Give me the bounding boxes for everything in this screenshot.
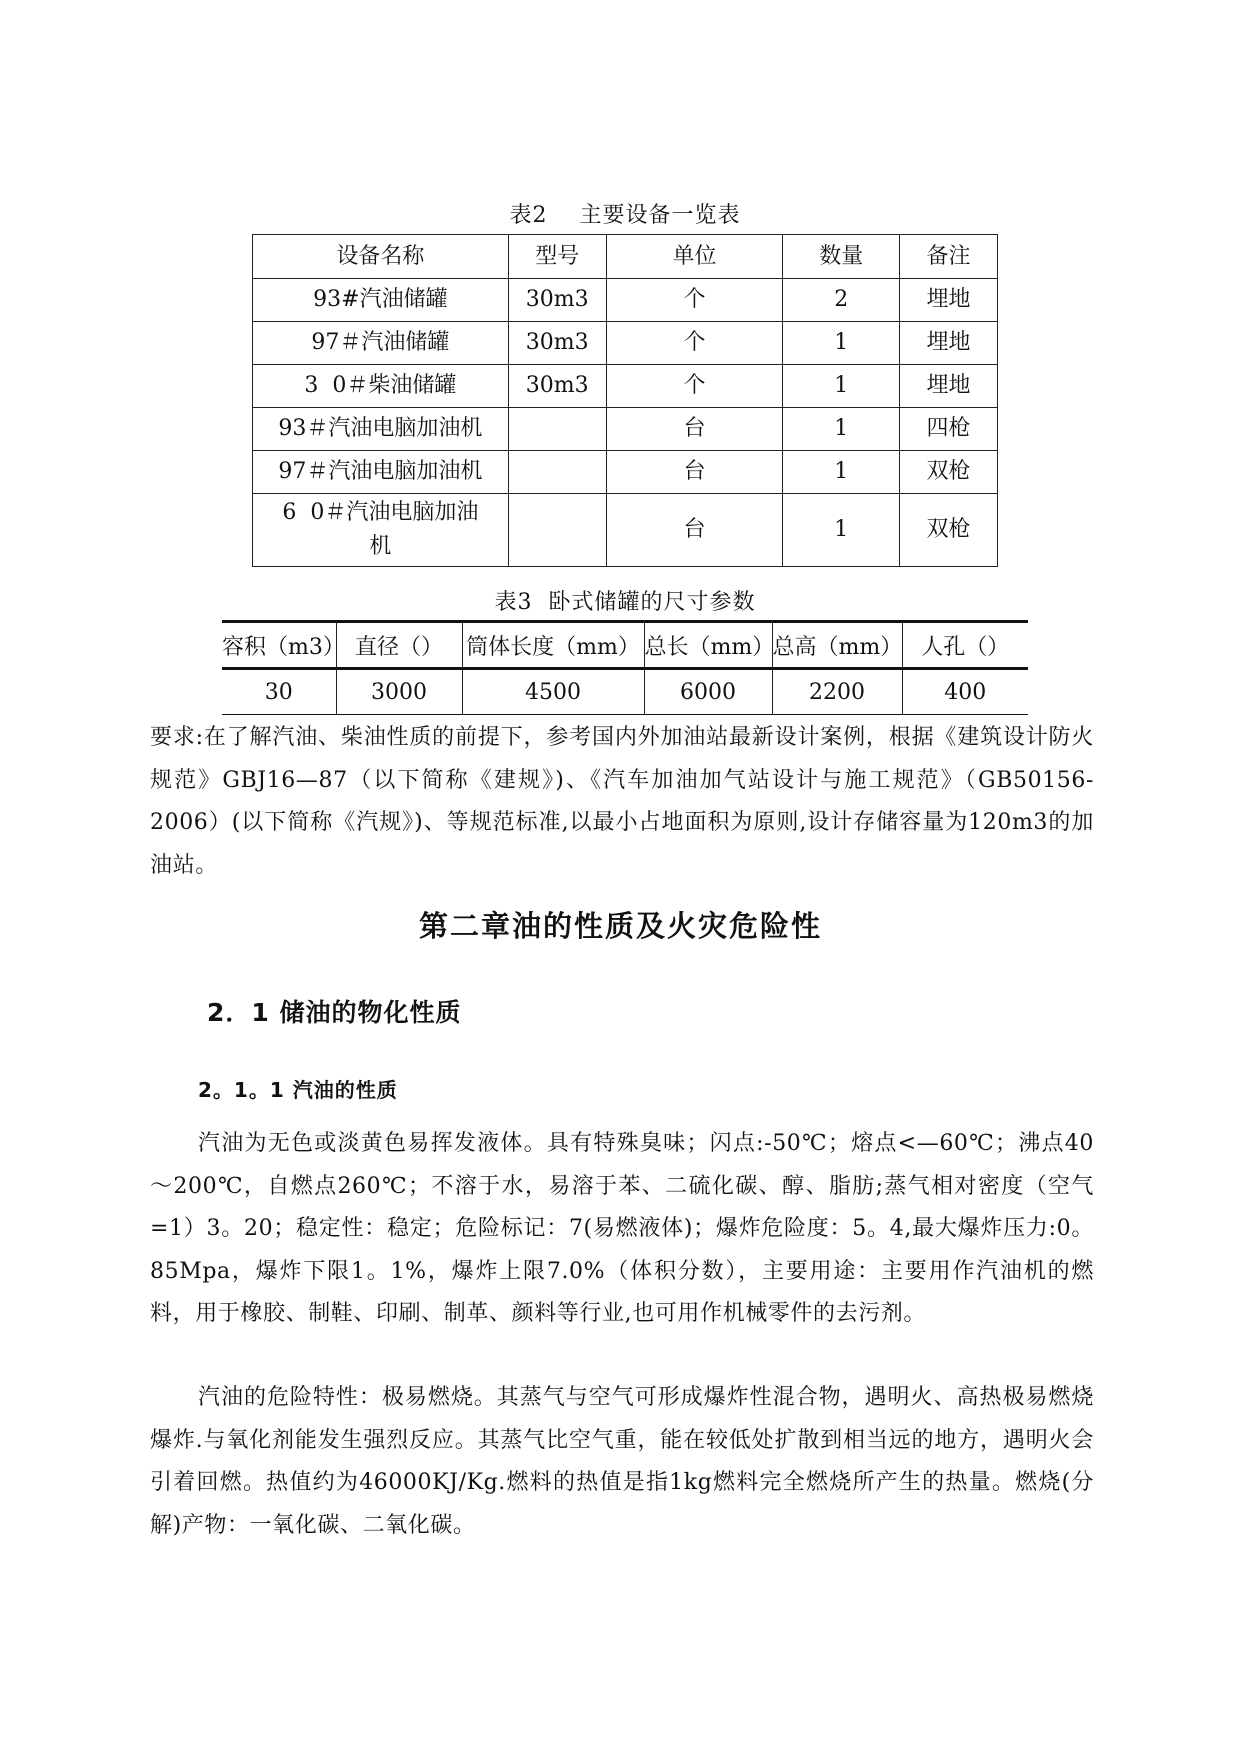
table-cell: [508, 408, 606, 451]
header-cell: 筒体长度（mm）: [462, 622, 644, 669]
table2-caption: 表2 主要设备一览表: [509, 203, 741, 228]
table-cell: 93＃汽油电脑加油机: [253, 408, 509, 451]
table-cell: 3000: [336, 669, 462, 715]
table-cell: 埋地: [900, 279, 998, 322]
table-cell: 1: [783, 365, 900, 408]
gasoline-hazard-paragraph: 汽油的危险特性：极易燃烧。其蒸气与空气可形成爆炸性混合物，遇明火、高热极易燃烧爆炸.与氧化剂能发生强烈反应。其蒸气比空气重，能在较低处扩散到相当远的地方，遇明火会引着回燃。热值约为46000KJ/Kg.燃料的热值是指1kg燃料完全燃烧所产生的热量。燃烧(分解)产物：一氧化碳、二氧化碳。: [150, 1385, 1094, 1538]
table-cell: 个: [606, 365, 783, 408]
table-cell: 30m3: [508, 279, 606, 322]
header-cell: 直径（）: [336, 622, 462, 669]
table-row: [253, 408, 998, 451]
table-cell: 2200: [772, 669, 902, 715]
table-cell: 6000: [644, 669, 772, 715]
table-cell: 双枪: [900, 494, 998, 567]
section-title: 2．1 储油的物化性质: [207, 998, 462, 1027]
header-cell: 总长（mm）: [644, 622, 772, 669]
table-cell: 1: [783, 494, 900, 567]
header-cell: 备注: [900, 235, 998, 279]
header-cell: 数量: [783, 235, 900, 279]
table-cell: 个: [606, 279, 783, 322]
table3-caption: 表3 卧式储罐的尺寸参数: [494, 590, 756, 615]
gasoline-properties-paragraph: 汽油为无色或淡黄色易挥发液体。具有特殊臭味；闪点:-50℃；熔点<—60℃；沸点40～200℃，自燃点260℃；不溶于水，易溶于苯、二硫化碳、醇、脂肪;蒸气相对密度（空气=1）3。20；稳定性：稳定；危险标记：7(易燃液体)；爆炸危险度：5。4,最大爆炸压力:0。85Mpa，爆炸下限1。1%，爆炸上限7.0%（体积分数），主要用途：主要用作汽油机的燃料，用于橡胶、制鞋、印刷、制革、颜料等行业,也可用作机械零件的去污剂。: [150, 1131, 1094, 1326]
table-cell: 1: [783, 408, 900, 451]
table-cell: 台: [606, 494, 783, 567]
table-cell: 台: [606, 408, 783, 451]
table-cell: 个: [606, 322, 783, 365]
header-cell: 总高（mm）: [772, 622, 902, 669]
tank-dimension-table: [222, 620, 1028, 715]
table-row: [253, 322, 998, 365]
subsection-title: 2。1。1 汽油的性质: [198, 1078, 398, 1102]
table-cell: 台: [606, 451, 783, 494]
table-cell: 埋地: [900, 365, 998, 408]
table-cell: 4500: [462, 669, 644, 715]
table-cell: 2: [783, 279, 900, 322]
table-cell: 双枪: [900, 451, 998, 494]
table-row: [253, 451, 998, 494]
table-cell: [508, 451, 606, 494]
header-cell: 单位: [606, 235, 783, 279]
table-cell: 97＃汽油储罐: [253, 322, 509, 365]
table-cell: 400: [902, 669, 1028, 715]
table-cell: 93#汽油储罐: [253, 279, 509, 322]
table-cell: 3 0＃柴油储罐: [253, 365, 509, 408]
table-cell: 30: [264, 679, 293, 705]
table-row: [253, 279, 998, 322]
equipment-table: [252, 234, 998, 567]
table-cell: 6 0＃汽油电脑加油机: [253, 494, 509, 567]
table-header-row: [222, 622, 1028, 669]
table-cell: 1: [783, 322, 900, 365]
header-cell: 人孔（）: [902, 622, 1028, 669]
header-cell: 容积（m3）: [222, 622, 336, 669]
table-row: [222, 669, 1028, 715]
table-cell: 30m3: [508, 322, 606, 365]
chapter-title: 第二章油的性质及火灾危险性: [418, 909, 822, 943]
table-cell: 1: [783, 451, 900, 494]
table-cell: [508, 494, 606, 567]
requirement-paragraph: 要求:在了解汽油、柴油性质的前提下，参考国内外加油站最新设计案例，根据《建筑设计防火规范》GBJ16—87（以下简称《建规》)、《汽车加油加气站设计与施工规范》（GB50156-2006）(以下简称《汽规》)、等规范标准,以最小占地面积为原则,设计存储容量为120m3的加油站。: [150, 725, 1094, 878]
table-header-row: [253, 235, 998, 279]
table-cell: 30m3: [508, 365, 606, 408]
table-row: [253, 494, 998, 567]
header-cell: 型号: [508, 235, 606, 279]
table-row: [253, 365, 998, 408]
header-cell: 设备名称: [253, 235, 509, 279]
table-cell: 97＃汽油电脑加油机: [253, 451, 509, 494]
table-cell: 四枪: [900, 408, 998, 451]
table-cell: 埋地: [900, 322, 998, 365]
